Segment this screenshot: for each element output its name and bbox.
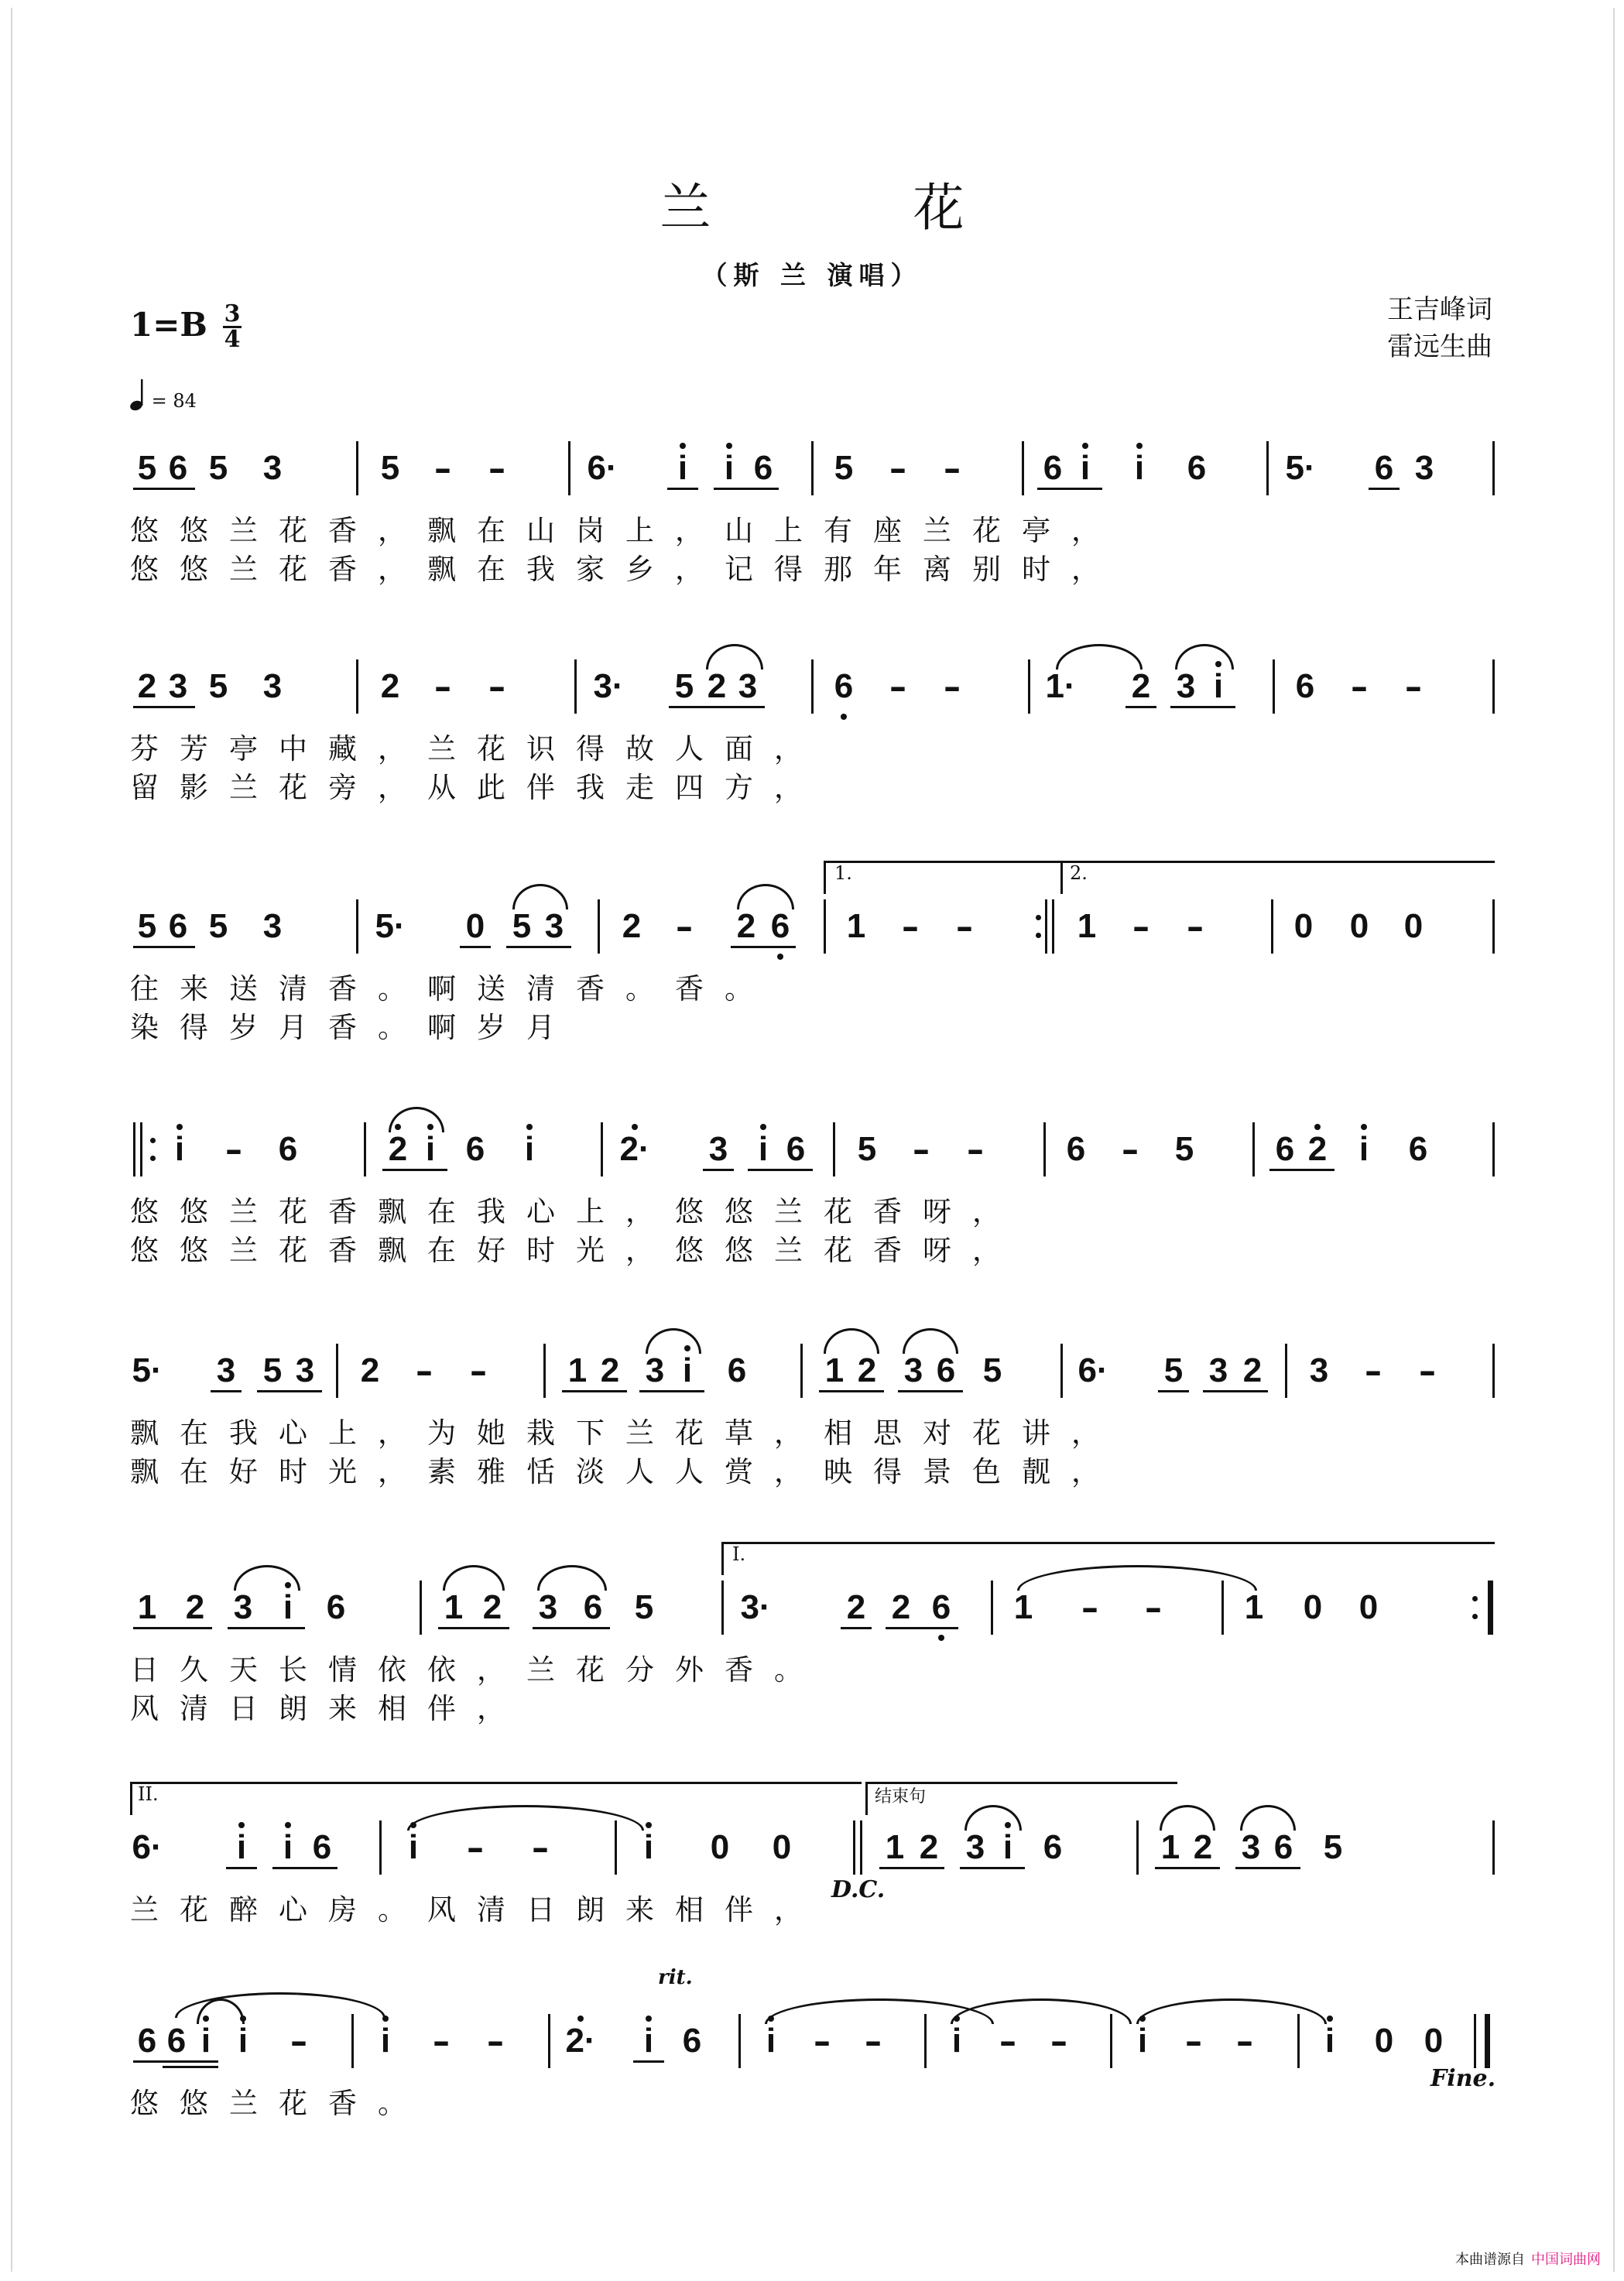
lyric-char: 此 xyxy=(477,771,505,804)
lyric-char: 朗 xyxy=(279,1692,307,1725)
lyric-char: 悠 xyxy=(130,1234,159,1267)
lyric-char: 香 xyxy=(328,514,357,547)
lyric-char: 。 xyxy=(378,972,406,1005)
lyric-char: ， xyxy=(625,1195,654,1228)
lyric-char: ， xyxy=(1071,553,1100,586)
lyric-char: 花 xyxy=(279,1195,307,1228)
lyric-char: ， xyxy=(774,771,803,804)
lyric-char: 山 xyxy=(526,514,555,547)
lyric-char: 伴 xyxy=(427,1692,456,1725)
lyric-char: 啊 xyxy=(427,972,456,1005)
lyric-char: 心 xyxy=(279,1893,307,1927)
lyric-char: ， xyxy=(1071,1416,1100,1450)
lyric-char: 日 xyxy=(130,1653,159,1687)
lyric-char: 得 xyxy=(774,553,803,586)
lyric-char: 啊 xyxy=(427,1011,456,1044)
lyric-char: 相 xyxy=(824,1416,852,1450)
volta-II-label: II. xyxy=(138,1783,159,1805)
lyric-char: 识 xyxy=(526,732,555,765)
lyric-char: ， xyxy=(774,1455,803,1488)
lyric-char: ， xyxy=(1071,514,1100,547)
lyric-char: 情 xyxy=(328,1653,357,1687)
lyric-char: ， xyxy=(378,553,406,586)
lyric-char: ， xyxy=(774,1893,803,1927)
lyric-char: 记 xyxy=(725,553,753,586)
lyric-char: 四 xyxy=(675,771,704,804)
lyric-char: 时 xyxy=(1022,553,1050,586)
lyric-char: 芬 xyxy=(130,732,159,765)
lyric-char: 我 xyxy=(477,1195,505,1228)
lyric-char: ， xyxy=(972,1195,1001,1228)
lyric-char: 悠 xyxy=(180,1195,208,1228)
lyric-char: 离 xyxy=(923,553,951,586)
lyric-char: 芳 xyxy=(180,732,208,765)
tempo-marking xyxy=(130,378,197,412)
lyric-char: 方 xyxy=(725,771,753,804)
lyric-char: 在 xyxy=(180,1455,208,1488)
lyric-char: 。 xyxy=(725,972,753,1005)
lyric-char: 香 xyxy=(328,1234,357,1267)
lyric-char: 兰 xyxy=(774,1195,803,1228)
lyric-char: 飘 xyxy=(378,1195,406,1228)
lyric-char: 兰 xyxy=(427,732,456,765)
staff-row-4: i – 6 2 i 6 i 2· 3 i 6 5 – – 6 – 5 6 2 i 6 xyxy=(130,1122,1492,1192)
lyric-char: 在 xyxy=(477,553,505,586)
composer-credit: 雷远生曲 xyxy=(1387,331,1492,362)
staff-row-1: 5 6 5 3 5 – – 6· i i 6 5 – – 6 i i 6 5· 6 3 xyxy=(130,441,1492,511)
lyric-char: 风 xyxy=(427,1893,456,1927)
lyric-char: 日 xyxy=(526,1893,555,1927)
lyric-char: 她 xyxy=(477,1416,505,1450)
lyric-char: 香 xyxy=(725,1653,753,1687)
lyric-char: 依 xyxy=(427,1653,456,1687)
lyric-char: 得 xyxy=(576,732,605,765)
lyric-char: 光 xyxy=(328,1455,357,1488)
lyric-char: 悠 xyxy=(675,1234,704,1267)
lyric-char: 悠 xyxy=(180,514,208,547)
lyric-char: 悠 xyxy=(130,1195,159,1228)
lyric-char: 人 xyxy=(675,1455,704,1488)
lyric-char: 花 xyxy=(824,1195,852,1228)
lyric-char: 清 xyxy=(279,972,307,1005)
lyric-char: 上 xyxy=(328,1416,357,1450)
lyric-char: 香 xyxy=(873,1234,902,1267)
lyric-char: 人 xyxy=(675,732,704,765)
lyric-char: 花 xyxy=(675,1416,704,1450)
lyric-char: 花 xyxy=(576,1653,605,1687)
lyric-char: 兰 xyxy=(923,514,951,547)
lyric-char: ， xyxy=(675,553,704,586)
lyric-char: 藏 xyxy=(328,732,357,765)
lyric-char: 时 xyxy=(279,1455,307,1488)
lyric-char: ， xyxy=(625,1234,654,1267)
lyric-char: 光 xyxy=(576,1234,605,1267)
lyric-char: 来 xyxy=(180,972,208,1005)
lyric-char: 家 xyxy=(576,553,605,586)
lyric-char: 走 xyxy=(625,771,654,804)
lyric-char: 日 xyxy=(229,1692,258,1725)
lyric-char: 中 xyxy=(279,732,307,765)
tempo-value: = 84 xyxy=(151,390,197,412)
lyric-char: 悠 xyxy=(130,553,159,586)
lyric-char: 清 xyxy=(180,1692,208,1725)
lyric-char: 兰 xyxy=(774,1234,803,1267)
lyric-char: 草 xyxy=(725,1416,753,1450)
lyric-char: 。 xyxy=(378,1893,406,1927)
fine-marking: Fine. xyxy=(1430,2065,1496,2092)
da-capo-marking: D.C. xyxy=(831,1876,886,1903)
lyric-char: 悠 xyxy=(675,1195,704,1228)
lyric-char: 飘 xyxy=(378,1234,406,1267)
lyric-char: 亭 xyxy=(229,732,258,765)
lyric-char: 悠 xyxy=(130,514,159,547)
lyric-char: 那 xyxy=(824,553,852,586)
lyric-char: 在 xyxy=(180,1416,208,1450)
lyric-char: 思 xyxy=(873,1416,902,1450)
volta-2-label: 2. xyxy=(1070,862,1088,884)
time-signature-bottom: 4 xyxy=(224,326,241,353)
lyricist-credit: 王吉峰词 xyxy=(1387,294,1492,325)
lyric-char: 醉 xyxy=(229,1893,258,1927)
time-signature xyxy=(223,300,242,353)
lyric-char: ， xyxy=(477,1692,505,1725)
lyric-char: 香 xyxy=(328,2087,357,2120)
lyric-char: 映 xyxy=(824,1455,852,1488)
lyric-char: 香 xyxy=(576,972,605,1005)
lyric-char: 香 xyxy=(675,972,704,1005)
lyric-char: 座 xyxy=(873,514,902,547)
lyric-char: 得 xyxy=(873,1455,902,1488)
lyric-char: 花 xyxy=(180,1893,208,1927)
lyric-char: 兰 xyxy=(229,514,258,547)
lyric-char: 来 xyxy=(328,1692,357,1725)
lyric-char: 色 xyxy=(972,1455,1001,1488)
lyric-char: 兰 xyxy=(229,553,258,586)
lyric-char: 。 xyxy=(774,1653,803,1687)
lyric-char: 久 xyxy=(180,1653,208,1687)
source-footer xyxy=(1455,2248,1601,2269)
lyric-char: 清 xyxy=(526,972,555,1005)
lyric-char: 上 xyxy=(774,514,803,547)
lyric-char: 房 xyxy=(328,1893,357,1927)
lyric-char: 悠 xyxy=(130,2087,159,2120)
staff-row-3: 5 6 5 3 5· 0 5 3 2 – 2 6 1. 1 – – 2. 1 – – 0 0 0 xyxy=(130,899,1492,969)
lyric-char: 岁 xyxy=(477,1011,505,1044)
lyric-char: 乡 xyxy=(625,553,654,586)
lyric-char: 讲 xyxy=(1022,1416,1050,1450)
lyric-char: 我 xyxy=(229,1416,258,1450)
lyric-char: 得 xyxy=(180,1011,208,1044)
lyric-char: ， xyxy=(378,514,406,547)
lyric-char: 花 xyxy=(279,553,307,586)
footer-brand-link[interactable]: 中国词曲网 xyxy=(1531,2252,1601,2268)
staff-row-7: II. 6· i i 6 i – – i 0 0 结束句 1 2 3 i 6 1 2 3 6 5 xyxy=(130,1820,1492,1890)
lyric-char: 悠 xyxy=(180,1234,208,1267)
lyric-char: ， xyxy=(477,1653,505,1687)
lyric-char: 上 xyxy=(625,514,654,547)
time-signature-top: 3 xyxy=(224,300,241,327)
lyric-char: 下 xyxy=(576,1416,605,1450)
lyric-char: 花 xyxy=(972,1416,1001,1450)
lyric-char: 香 xyxy=(328,972,357,1005)
lyric-char: 花 xyxy=(972,514,1001,547)
ritardando-marking: rit. xyxy=(658,1966,693,1989)
lyric-char: 兰 xyxy=(526,1653,555,1687)
lyric-char: 赏 xyxy=(725,1455,753,1488)
lyric-char: ， xyxy=(1071,1455,1100,1488)
lyric-char: 在 xyxy=(427,1195,456,1228)
volta-1-label: 1. xyxy=(834,862,852,884)
lyric-char: 我 xyxy=(576,771,605,804)
lyric-char: 伴 xyxy=(526,771,555,804)
lyric-char: 心 xyxy=(526,1195,555,1228)
lyric-char: 在 xyxy=(477,514,505,547)
lyric-char: 年 xyxy=(873,553,902,586)
lyric-char: 景 xyxy=(923,1455,951,1488)
lyric-char: 香 xyxy=(328,1011,357,1044)
lyric-char: 靓 xyxy=(1022,1455,1050,1488)
lyric-char: 分 xyxy=(625,1653,654,1687)
lyric-char: 朗 xyxy=(576,1893,605,1927)
lyric-char: 天 xyxy=(229,1653,258,1687)
ending-phrase-label: 结束句 xyxy=(875,1787,927,1807)
lyric-char: 旁 xyxy=(328,771,357,804)
lyric-char: 花 xyxy=(279,514,307,547)
song-title: 兰 花 xyxy=(660,178,1057,238)
lyric-char: ， xyxy=(774,1416,803,1450)
lyric-char: 清 xyxy=(477,1893,505,1927)
lyric-char: 相 xyxy=(378,1692,406,1725)
lyric-char: 兰 xyxy=(229,2087,258,2120)
lyric-char: 飘 xyxy=(427,553,456,586)
lyric-char: 别 xyxy=(972,553,1001,586)
staff-row-5: 5· 3 5 3 2 – – 1 2 3 i 6 1 2 3 6 5 6· 5 3 2 3 – – xyxy=(130,1344,1492,1413)
lyric-char: ， xyxy=(675,514,704,547)
lyric-char: ， xyxy=(378,771,406,804)
quarter-note-icon xyxy=(130,378,146,412)
lyric-char: 亭 xyxy=(1022,514,1050,547)
staff-row-2: 2 3 5 3 2 – – 3· 5 2 3 6 – – 1· 2 3 i 6 – – xyxy=(130,659,1492,729)
lyric-char: 兰 xyxy=(229,771,258,804)
lyric-char: 悠 xyxy=(180,2087,208,2120)
lyric-char: 从 xyxy=(427,771,456,804)
staff-row-6: 1 2 3 i 6 1 2 3 6 5 I. 3· 2 2 6 1 – – 1 0 0 xyxy=(130,1581,1492,1650)
lyric-char: 花 xyxy=(279,1234,307,1267)
lyric-char: 兰 xyxy=(625,1416,654,1450)
lyric-char: 留 xyxy=(130,771,159,804)
lyric-char: 长 xyxy=(279,1653,307,1687)
lyric-char: 心 xyxy=(279,1416,307,1450)
lyric-char: 花 xyxy=(824,1234,852,1267)
lyric-char: 时 xyxy=(526,1234,555,1267)
lyric-char: 栽 xyxy=(526,1416,555,1450)
lyric-char: 相 xyxy=(675,1893,704,1927)
lyric-char: 飘 xyxy=(130,1455,159,1488)
lyric-char: 伴 xyxy=(725,1893,753,1927)
volta-I-label: I. xyxy=(732,1543,746,1565)
lyric-char: 面 xyxy=(725,732,753,765)
lyric-char: 悠 xyxy=(725,1234,753,1267)
lyric-char: ， xyxy=(378,732,406,765)
lyric-char: ， xyxy=(774,732,803,765)
footer-text: 本曲谱源自 xyxy=(1455,2252,1525,2268)
lyric-char: 风 xyxy=(130,1692,159,1725)
lyric-char: 。 xyxy=(625,972,654,1005)
lyric-char: 月 xyxy=(526,1011,555,1044)
lyric-char: 悠 xyxy=(725,1195,753,1228)
lyric-char: 外 xyxy=(675,1653,704,1687)
lyric-char: 对 xyxy=(923,1416,951,1450)
lyric-char: 送 xyxy=(229,972,258,1005)
lyric-char: 恬 xyxy=(526,1455,555,1488)
lyric-char: 我 xyxy=(526,553,555,586)
lyric-char: 兰 xyxy=(130,1893,159,1927)
lyric-char: 依 xyxy=(378,1653,406,1687)
lyric-char: 。 xyxy=(378,2087,406,2120)
lyric-char: 好 xyxy=(477,1234,505,1267)
lyric-char: 香 xyxy=(328,553,357,586)
lyric-char: 来 xyxy=(625,1893,654,1927)
lyric-char: 飘 xyxy=(130,1416,159,1450)
lyric-char: 好 xyxy=(229,1455,258,1488)
performer-subtitle: （斯 兰 演唱） xyxy=(701,260,923,290)
lyric-char: 月 xyxy=(279,1011,307,1044)
lyric-char: 花 xyxy=(279,771,307,804)
lyric-char: 飘 xyxy=(427,514,456,547)
lyric-char: 岁 xyxy=(229,1011,258,1044)
lyric-char: 影 xyxy=(180,771,208,804)
lyric-char: ， xyxy=(378,1416,406,1450)
lyric-char: 素 xyxy=(427,1455,456,1488)
key-signature: 1=B xyxy=(130,306,207,344)
lyric-char: 往 xyxy=(130,972,159,1005)
lyric-char: 兰 xyxy=(229,1234,258,1267)
lyric-char: 淡 xyxy=(576,1455,605,1488)
lyric-char: ， xyxy=(378,1455,406,1488)
lyric-char: 故 xyxy=(625,732,654,765)
lyric-char: 岗 xyxy=(576,514,605,547)
lyric-char: 人 xyxy=(625,1455,654,1488)
lyric-char: ， xyxy=(972,1234,1001,1267)
lyric-char: 悠 xyxy=(180,553,208,586)
lyric-char: 呀 xyxy=(923,1195,951,1228)
lyric-char: 。 xyxy=(378,1011,406,1044)
lyric-char: 香 xyxy=(328,1195,357,1228)
lyric-char: 送 xyxy=(477,972,505,1005)
lyric-char: 在 xyxy=(427,1234,456,1267)
lyric-char: 上 xyxy=(576,1195,605,1228)
lyric-char: 有 xyxy=(824,514,852,547)
lyric-char: 花 xyxy=(279,2087,307,2120)
lyric-char: 花 xyxy=(477,732,505,765)
staff-row-8: 6 6 i i – i – – 2· i 6 i – – i – – i – – i 0 0 xyxy=(130,2014,1492,2084)
lyric-char: 为 xyxy=(427,1416,456,1450)
lyric-char: 山 xyxy=(725,514,753,547)
lyric-char: 兰 xyxy=(229,1195,258,1228)
lyric-char: 雅 xyxy=(477,1455,505,1488)
lyric-char: 染 xyxy=(130,1011,159,1044)
lyric-char: 香 xyxy=(873,1195,902,1228)
lyric-char: 呀 xyxy=(923,1234,951,1267)
